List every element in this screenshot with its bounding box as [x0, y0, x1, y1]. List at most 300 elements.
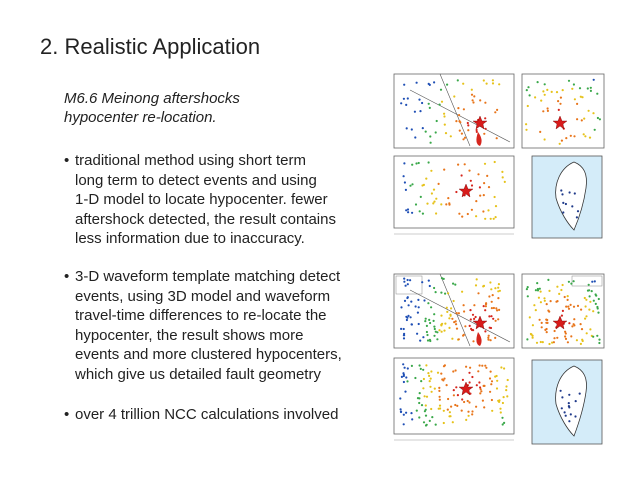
- bullet-marker: •: [64, 152, 70, 169]
- aftershock-dot: [576, 339, 578, 341]
- aftershock-dot: [458, 213, 460, 215]
- aftershock-dot: [536, 282, 538, 284]
- aftershock-dot: [525, 129, 527, 131]
- aftershock-dot: [565, 332, 567, 334]
- aftershock-dot: [562, 211, 564, 213]
- aftershock-dot: [463, 401, 465, 403]
- aftershock-dot: [573, 83, 575, 85]
- aftershock-dot: [594, 129, 596, 131]
- aftershock-dot: [476, 131, 478, 133]
- aftershock-dot: [573, 318, 575, 320]
- aftershock-dot: [458, 114, 460, 116]
- aftershock-dot: [599, 118, 601, 120]
- aftershock-dot: [575, 400, 577, 402]
- aftershock-dot: [449, 411, 451, 413]
- aftershock-dot: [556, 91, 558, 93]
- aftershock-dot: [467, 411, 469, 413]
- aftershock-dot: [448, 327, 450, 329]
- aftershock-dot: [525, 123, 527, 125]
- aftershock-dot: [574, 98, 576, 100]
- aftershock-dot: [443, 115, 445, 117]
- aftershock-dot: [471, 410, 473, 412]
- aftershock-dot: [561, 140, 563, 142]
- taiwan-location-map-3d: [530, 358, 604, 446]
- aftershock-dot: [577, 305, 579, 307]
- aftershock-dot: [497, 287, 499, 289]
- aftershock-dot: [592, 310, 594, 312]
- bullet-line: traditional method using short term: [75, 152, 306, 169]
- aftershock-dot: [436, 338, 438, 340]
- aftershock-dot: [450, 406, 452, 408]
- aftershock-dot: [585, 299, 587, 301]
- aftershock-dot: [490, 288, 492, 290]
- aftershock-dot: [564, 335, 566, 337]
- aftershock-dot: [570, 135, 572, 137]
- aftershock-dot: [598, 298, 600, 300]
- aftershock-dot: [443, 169, 445, 171]
- aftershock-dot: [532, 324, 534, 326]
- aftershock-dot: [456, 312, 458, 314]
- aftershock-dot: [447, 292, 449, 294]
- aftershock-dot: [425, 318, 427, 320]
- aftershock-dot: [581, 328, 583, 330]
- aftershock-dot: [422, 369, 424, 371]
- aftershock-dot: [403, 381, 405, 383]
- aftershock-dot: [598, 339, 600, 341]
- aftershock-dot: [483, 133, 485, 135]
- aftershock-dot: [488, 315, 490, 317]
- aftershock-dot: [410, 301, 412, 303]
- bullet-ncc-calculations: [64, 405, 338, 425]
- aftershock-dot: [561, 396, 563, 398]
- aftershock-dot: [428, 83, 430, 85]
- map-view-3d: [380, 270, 517, 352]
- aftershock-dot: [485, 303, 487, 305]
- aftershock-dot: [468, 415, 470, 417]
- aftershock-dot: [435, 291, 437, 293]
- aftershock-dot: [568, 405, 570, 407]
- aftershock-dot: [503, 422, 505, 424]
- aftershock-dot: [409, 185, 411, 187]
- aftershock-dot: [496, 387, 498, 389]
- aftershock-dot: [420, 380, 422, 382]
- aftershock-dot: [448, 202, 450, 204]
- bullet-line: events and more clustered hypocenters,: [75, 346, 342, 363]
- aftershock-dot: [473, 318, 475, 320]
- aftershock-dot: [553, 337, 555, 339]
- aftershock-dot: [562, 89, 564, 91]
- aftershock-dot: [437, 372, 439, 374]
- aftershock-dot: [529, 316, 531, 318]
- bullet-line: long term to detect events and using: [75, 171, 317, 189]
- map-view-1d: [380, 70, 517, 152]
- aftershock-dot: [500, 366, 502, 368]
- aftershock-dot: [589, 301, 591, 303]
- aftershock-dot: [548, 343, 550, 345]
- aftershock-dot: [479, 392, 481, 394]
- aftershock-dot: [423, 378, 425, 380]
- aftershock-dot: [537, 288, 539, 290]
- depth-profile-3d: [380, 356, 517, 446]
- aftershock-dot: [433, 287, 435, 289]
- aftershock-dot: [580, 343, 582, 345]
- aftershock-dot: [527, 286, 529, 288]
- aftershock-dot: [403, 375, 405, 377]
- aftershock-dot: [469, 367, 471, 369]
- aftershock-dot: [435, 424, 437, 426]
- aftershock-dot: [428, 280, 430, 282]
- aftershock-dot: [547, 279, 549, 281]
- aftershock-dot: [469, 381, 471, 383]
- aftershock-dot: [434, 388, 436, 390]
- aftershock-dot: [484, 163, 486, 165]
- aftershock-dot: [426, 334, 428, 336]
- aftershock-dot: [458, 312, 460, 314]
- aftershock-dot: [561, 193, 563, 195]
- aftershock-dot: [526, 288, 528, 290]
- aftershock-dot: [490, 371, 492, 373]
- aftershock-dot: [431, 391, 433, 393]
- aftershock-dot: [584, 297, 586, 299]
- mainshock-star-icon: [459, 184, 473, 197]
- aftershock-dot: [403, 423, 405, 425]
- bullet-traditional-method: [64, 151, 336, 249]
- aftershock-dot: [405, 285, 407, 287]
- aftershock-dot: [571, 325, 573, 327]
- aftershock-dot: [489, 327, 491, 329]
- aftershock-dot: [420, 368, 422, 370]
- aftershock-dot: [576, 103, 578, 105]
- aftershock-dot: [560, 97, 562, 99]
- aftershock-dot: [479, 364, 481, 366]
- aftershock-dot: [407, 97, 409, 99]
- aftershock-dot: [425, 131, 427, 133]
- aftershock-dot: [562, 202, 564, 204]
- aftershock-dot: [427, 339, 429, 341]
- aftershock-dot: [443, 330, 445, 332]
- aftershock-dot: [503, 396, 505, 398]
- aftershock-dot: [425, 178, 427, 180]
- aftershock-dot: [527, 295, 529, 297]
- aftershock-dot: [439, 399, 441, 401]
- aftershock-dot: [544, 138, 546, 140]
- aftershock-dot: [400, 306, 402, 308]
- aftershock-dot: [424, 410, 426, 412]
- aftershock-dot: [428, 319, 430, 321]
- aftershock-dot: [461, 133, 463, 135]
- aftershock-dot: [568, 308, 570, 310]
- aftershock-dot: [438, 329, 440, 331]
- aftershock-dot: [433, 326, 435, 328]
- aftershock-dot: [556, 286, 558, 288]
- aftershock-dot: [431, 192, 433, 194]
- aftershock-dot: [492, 79, 494, 81]
- aftershock-dot: [482, 400, 484, 402]
- aftershock-dot: [443, 422, 445, 424]
- aftershock-dot: [444, 293, 446, 295]
- aftershock-dot: [429, 420, 431, 422]
- slide-title: 2. Realistic Application: [40, 34, 261, 59]
- aftershock-dot: [465, 366, 467, 368]
- aftershock-dot: [405, 376, 407, 378]
- aftershock-dot: [419, 392, 421, 394]
- aftershock-dot: [545, 319, 547, 321]
- aftershock-dot: [495, 216, 497, 218]
- aftershock-dot: [550, 300, 552, 302]
- aftershock-dot: [526, 89, 528, 91]
- aftershock-dot: [497, 318, 499, 320]
- aftershock-dot: [564, 296, 566, 298]
- aftershock-dot: [420, 196, 422, 198]
- aftershock-dot: [440, 89, 442, 91]
- aftershock-dot: [429, 322, 431, 324]
- aftershock-dot: [576, 118, 578, 120]
- aftershock-dot: [541, 322, 543, 324]
- aftershock-dot: [476, 278, 478, 280]
- aftershock-dot: [587, 87, 589, 89]
- aftershock-dot: [496, 380, 498, 382]
- aftershock-dot: [447, 197, 449, 199]
- aftershock-dot: [438, 387, 440, 389]
- bullet-template-matching: [64, 267, 342, 384]
- aftershock-dot: [426, 325, 428, 327]
- aftershock-dot: [457, 79, 459, 81]
- aftershock-dot: [403, 175, 405, 177]
- aftershock-dot: [495, 307, 497, 309]
- aftershock-dot: [410, 412, 412, 414]
- aftershock-dot: [403, 414, 405, 416]
- aftershock-dot: [491, 380, 493, 382]
- aftershock-dot: [440, 315, 442, 317]
- aftershock-dot: [559, 143, 561, 145]
- taiwan-location-map-3d-plot: [530, 358, 604, 446]
- aftershock-dot: [439, 104, 441, 106]
- aftershock-dot: [472, 101, 474, 103]
- aftershock-dot: [464, 325, 466, 327]
- aftershock-dot: [419, 340, 421, 342]
- aftershock-dot: [411, 418, 413, 420]
- aftershock-dot: [452, 370, 454, 372]
- aftershock-dot: [430, 306, 432, 308]
- aftershock-dot: [551, 91, 553, 93]
- aftershock-dot: [585, 315, 587, 317]
- aftershock-dot: [592, 112, 594, 114]
- aftershock-dot: [505, 385, 507, 387]
- aftershock-dot: [480, 390, 482, 392]
- aftershock-dot: [438, 390, 440, 392]
- subtitle: [64, 89, 240, 127]
- aftershock-dot: [544, 300, 546, 302]
- aftershock-dot: [411, 164, 413, 166]
- aftershock-dot: [537, 81, 539, 83]
- aftershock-dot: [455, 369, 457, 371]
- aftershock-dot: [432, 202, 434, 204]
- aftershock-dot: [529, 94, 531, 96]
- aftershock-dot: [443, 365, 445, 367]
- aftershock-dot: [540, 291, 542, 293]
- aftershock-dot: [403, 84, 405, 86]
- aftershock-dot: [416, 410, 418, 412]
- aftershock-dot: [581, 339, 583, 341]
- bullet-marker: •: [64, 268, 70, 285]
- aftershock-dot: [453, 95, 455, 97]
- aftershock-dot: [400, 411, 402, 413]
- aftershock-dot: [450, 135, 452, 137]
- aftershock-dot: [485, 128, 487, 130]
- aftershock-dot: [456, 328, 458, 330]
- bullet-line: 1-D model to locate hypocenter. fewer: [75, 191, 328, 208]
- aftershock-dot: [498, 283, 500, 285]
- aftershock-dot: [468, 170, 470, 172]
- mainshock-rupture-patch: [476, 132, 481, 146]
- aftershock-dot: [535, 309, 537, 311]
- aftershock-dot: [532, 337, 534, 339]
- aftershock-dot: [565, 338, 567, 340]
- bullet-line: 3-D waveform template matching detect: [75, 268, 341, 285]
- aftershock-dot: [428, 375, 430, 377]
- aftershock-dot: [433, 320, 435, 322]
- aftershock-dot: [406, 319, 408, 321]
- aftershock-dot: [573, 306, 575, 308]
- aftershock-dot: [430, 142, 432, 144]
- aftershock-dot: [481, 365, 483, 367]
- aftershock-dot: [441, 378, 443, 380]
- aftershock-dot: [444, 323, 446, 325]
- aftershock-dot: [434, 328, 436, 330]
- aftershock-dot: [462, 379, 464, 381]
- aftershock-dot: [494, 287, 496, 289]
- depth-profile-1d: [380, 154, 517, 240]
- aftershock-dot: [470, 180, 472, 182]
- aftershock-dot: [506, 395, 508, 397]
- aftershock-dot: [479, 99, 481, 101]
- aftershock-dot: [453, 394, 455, 396]
- aftershock-dot: [496, 375, 498, 377]
- aftershock-dot: [544, 94, 546, 96]
- aftershock-dot: [490, 339, 492, 341]
- aftershock-dot: [441, 331, 443, 333]
- cross-section-view-1d-plot: [520, 70, 606, 152]
- aftershock-dot: [540, 100, 542, 102]
- aftershock-dot: [496, 137, 498, 139]
- aftershock-dot: [565, 203, 567, 205]
- aftershock-dot: [471, 329, 473, 331]
- aftershock-dot: [407, 211, 409, 213]
- aftershock-dot: [400, 102, 402, 104]
- aftershock-dot: [439, 396, 441, 398]
- aftershock-dot: [471, 413, 473, 415]
- aftershock-dot: [501, 417, 503, 419]
- aftershock-dot: [416, 82, 418, 84]
- aftershock-dot: [445, 203, 447, 205]
- aftershock-dot: [490, 218, 492, 220]
- aftershock-dot: [484, 330, 486, 332]
- taiwan-location-map-1d: [530, 154, 604, 240]
- aftershock-dot: [433, 201, 435, 203]
- aftershock-dot: [504, 181, 506, 183]
- aftershock-dot: [568, 281, 570, 283]
- aftershock-dot: [541, 326, 543, 328]
- aftershock-dot: [494, 111, 496, 113]
- aftershock-dot: [489, 281, 491, 283]
- aftershock-dot: [597, 312, 599, 314]
- aftershock-dot: [444, 124, 446, 126]
- aftershock-dot: [457, 394, 459, 396]
- aftershock-dot: [470, 318, 472, 320]
- map-view-1d-plot: [380, 70, 517, 152]
- aftershock-dot: [421, 102, 423, 104]
- aftershock-dot: [539, 131, 541, 133]
- aftershock-dot: [475, 316, 477, 318]
- aftershock-dot: [568, 394, 570, 396]
- aftershock-dot: [580, 309, 582, 311]
- aftershock-dot: [401, 376, 403, 378]
- aftershock-dot: [407, 283, 409, 285]
- aftershock-dot: [400, 408, 402, 410]
- aftershock-dot: [461, 398, 463, 400]
- aftershock-dot: [546, 303, 548, 305]
- aftershock-dot: [463, 334, 465, 336]
- aftershock-dot: [403, 281, 405, 283]
- aftershock-dot: [451, 318, 453, 320]
- aftershock-dot: [484, 365, 486, 367]
- aftershock-dot: [445, 132, 447, 134]
- aftershock-dot: [461, 291, 463, 293]
- aftershock-dot: [426, 424, 428, 426]
- bullet-line: travel-time differences to re-locate the: [75, 307, 327, 324]
- aftershock-dot: [400, 328, 402, 330]
- aftershock-dot: [574, 192, 576, 194]
- aftershock-dot: [411, 323, 413, 325]
- aftershock-dot: [407, 367, 409, 369]
- aftershock-dot: [497, 297, 499, 299]
- aftershock-dot: [526, 338, 528, 340]
- aftershock-dot: [500, 411, 502, 413]
- aftershock-dot: [483, 406, 485, 408]
- aftershock-dot: [561, 407, 563, 409]
- aftershock-dot: [487, 339, 489, 341]
- aftershock-dot: [404, 300, 406, 302]
- aftershock-dot: [419, 210, 421, 212]
- aftershock-dot: [564, 411, 566, 413]
- aftershock-dot: [482, 210, 484, 212]
- aftershock-dot: [579, 87, 581, 89]
- aftershock-dot: [403, 98, 405, 100]
- aftershock-dot: [403, 328, 405, 330]
- aftershock-dot: [455, 323, 457, 325]
- aftershock-dot: [449, 415, 451, 417]
- cross-section-view-3d-plot: [520, 270, 606, 352]
- aftershock-dot: [433, 81, 435, 83]
- aftershock-dot: [498, 401, 500, 403]
- aftershock-dot: [464, 163, 466, 165]
- aftershock-dot: [440, 203, 442, 205]
- aftershock-dot: [468, 401, 470, 403]
- aftershock-dot: [596, 335, 598, 337]
- aftershock-dot: [450, 307, 452, 309]
- aftershock-dot: [421, 281, 423, 283]
- aftershock-dot: [542, 110, 544, 112]
- aftershock-dot: [459, 121, 461, 123]
- aftershock-dot: [547, 110, 549, 112]
- aftershock-dot: [530, 333, 532, 335]
- aftershock-dot: [417, 397, 419, 399]
- aftershock-dot: [573, 135, 575, 137]
- aftershock-dot: [539, 319, 541, 321]
- aftershock-dot: [459, 130, 461, 132]
- aftershock-dot: [544, 329, 546, 331]
- aftershock-dot: [447, 409, 449, 411]
